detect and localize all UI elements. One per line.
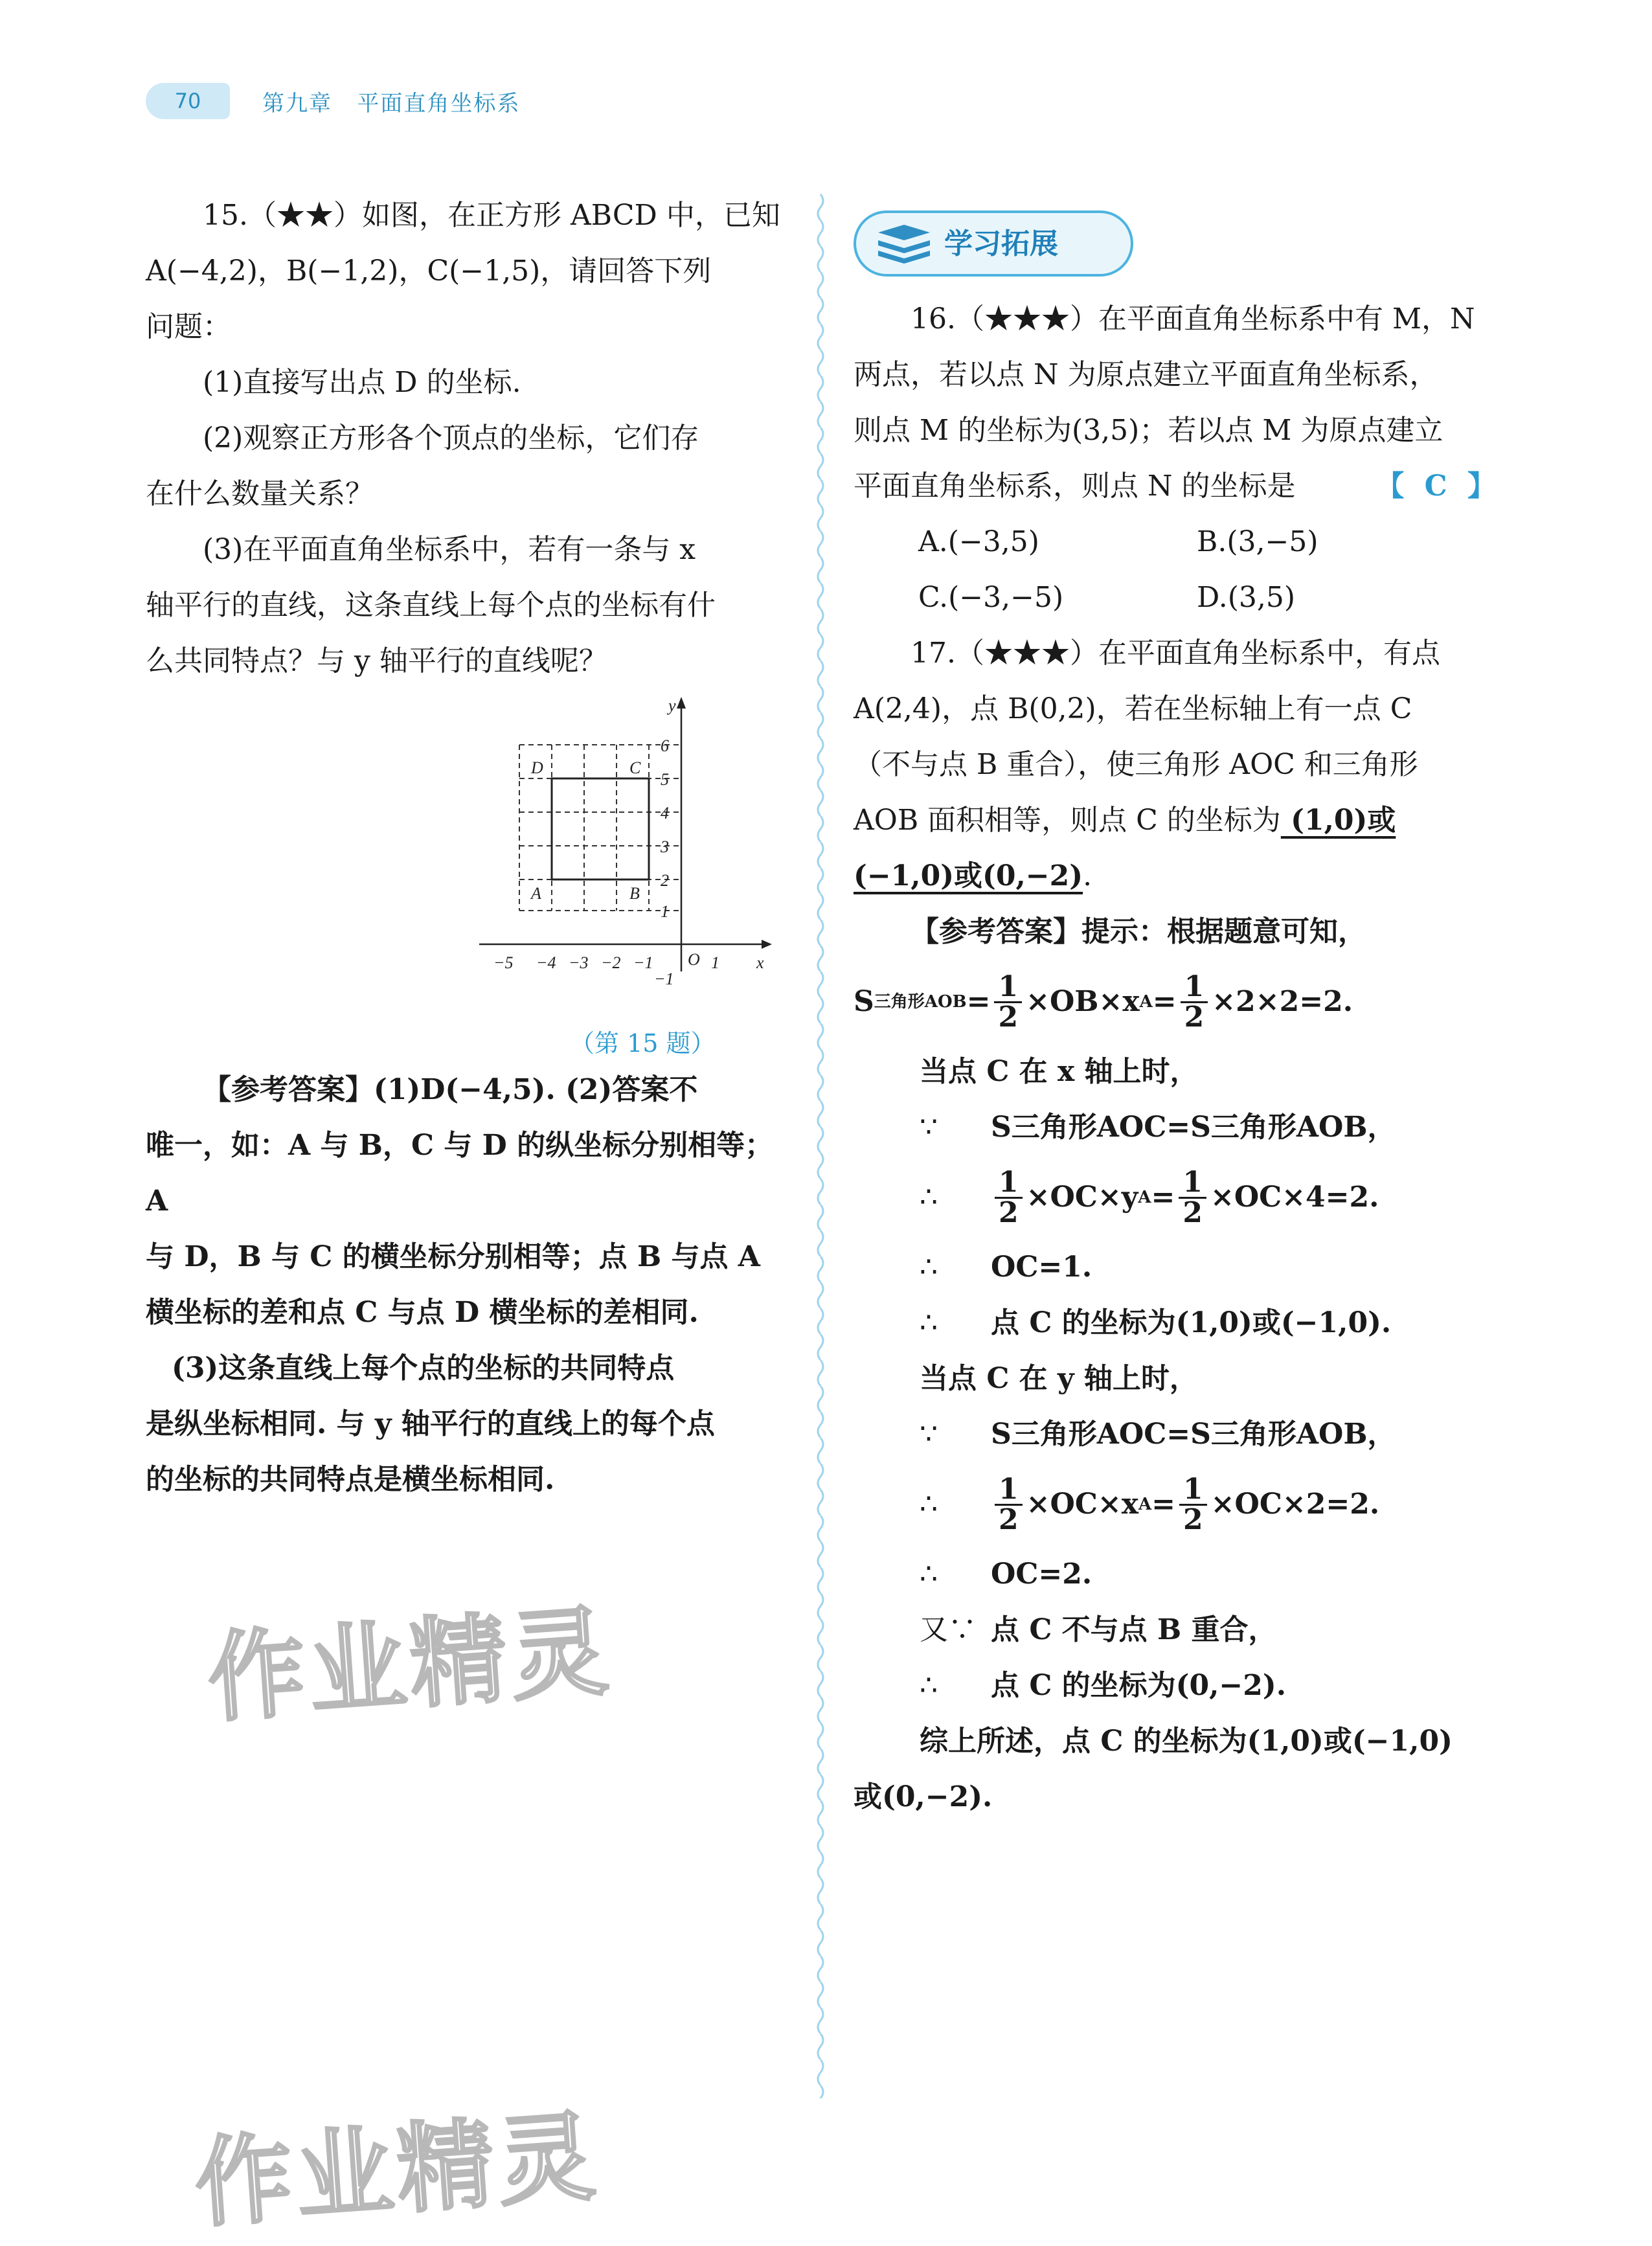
q16-answer: 【 C 】 (1375, 470, 1501, 503)
q15-line3: 问题： (146, 310, 231, 343)
x-tick: −2 (601, 953, 621, 972)
q15-part3b: 轴平行的直线，这条直线上每个点的坐标有什 (146, 589, 716, 622)
y-tick: 6 (661, 736, 669, 755)
point-d-label: D (531, 758, 543, 777)
case-1: 当点 C 在 x 轴上时， (920, 1055, 1199, 1088)
q15-part2a: (2)观察正方形各个顶点的坐标，它们存 (203, 422, 699, 455)
q17-line1: 17.（★★★）在平面直角坐标系中，有点 (911, 637, 1440, 670)
q17-line3: （不与点 B 重合），使三角形 AOC 和三角形 (854, 748, 1418, 781)
answer-line: (3)这条直线上每个点的坐标的共同特点 (172, 1352, 675, 1385)
q15-answer (146, 1062, 784, 1508)
q16-line3: 则点 M 的坐标为(3,5)；若以点 M 为原点建立 (854, 414, 1443, 447)
q17-end: . (1083, 859, 1092, 892)
answer-line: 是纵坐标相同. 与 y 轴平行的直线上的每个点 (146, 1407, 715, 1440)
y-tick: 5 (661, 770, 669, 789)
answer-line: 横坐标的差和点 C 与点 D 横坐标的差相同. (146, 1296, 699, 1329)
x-tick: −5 (493, 953, 514, 972)
y-tick: 3 (661, 837, 669, 856)
c-result-1: 点 C 的坐标为(1,0)或(−1,0). (991, 1306, 1392, 1339)
y-tick: 4 (661, 804, 669, 822)
q15-part3a: (3)在平面直角坐标系中，若有一条与 x (203, 533, 696, 566)
point-c-label: C (629, 758, 641, 777)
q17-line2: A(2,4)，点 B(0,2)，若在坐标轴上有一点 C (854, 692, 1412, 725)
solution-intro: 【参考答案】提示：根据题意可知， (911, 915, 1366, 948)
q15-part1: (1)直接写出点 D 的坐标. (203, 366, 521, 399)
point-b-label: B (629, 884, 640, 903)
summary-2: 或(0,−2). (854, 1780, 993, 1813)
answer-line: 【参考答案】(1)D(−4,5). (2)答案不 (203, 1073, 698, 1106)
point-a-label: A (531, 884, 541, 903)
q15-line2: A(−4,2)，B(−1,2)，C(−1,5)，请回答下列 (146, 255, 712, 288)
figure-caption: （第 15 题） (570, 1029, 716, 1058)
y-tick: 1 (661, 902, 669, 921)
option-b: B.(3,−5) (1197, 525, 1318, 558)
coordinate-figure (479, 693, 784, 988)
x-tick: −3 (569, 953, 589, 972)
watermark: 作业精灵 (204, 1595, 616, 1736)
equation-case2: ∴ $\frac{1}{2}$ ×OC×x A = $\frac{1}{2}$ ×OC×2=2. (920, 1472, 1380, 1536)
equation-aob: S 三角形AOB = $\frac{1}{2}$ ×OB×x A = $\frac{1}{2}$ ×2×2=2. (854, 970, 1353, 1034)
origin-label: O (688, 950, 700, 969)
x-axis-label: x (756, 953, 764, 972)
option-d: D.(3,5) (1197, 581, 1296, 614)
q17-blank-2: (−1,0)或(0,−2) (854, 859, 1083, 892)
not-b: 点 C 不与点 B 重合， (991, 1613, 1277, 1646)
x-tick: −1 (633, 953, 653, 972)
answer-line: 的坐标的共同特点是横坐标相同. (146, 1463, 555, 1496)
q15-line1: 15.（★★）如图，在正方形 ABCD 中，已知 (203, 199, 780, 232)
q16-line1: 16.（★★★）在平面直角坐标系中有 M，N (911, 302, 1475, 335)
q15-part2b: 在什么数量关系？ (146, 477, 374, 510)
case-2: 当点 C 在 y 轴上时， (920, 1362, 1198, 1395)
answer-line: 与 D，B 与 C 的横坐标分别相等；点 B 与点 A (146, 1240, 760, 1273)
oc-equals-1: OC=1. (991, 1251, 1092, 1284)
section-banner (854, 210, 1133, 277)
right-column: 16.（★★★）在平面直角坐标系中有 M，N 两点，若以点 N 为原点建立平面直角坐标系， 则点 M 的坐标为(3,5)；若以点 M 为原点建立 平面直角坐标系，则点 N 的坐标是 【 C 】 A.(−3,5) B.(3,−5) C.(−3,−5) D.(3,5) 17.（★★★）在平面直角坐标系中，有点 A(2,4)，点 B(0,2)，若在坐标轴上有一点 C （不与点 B 重合），使三角形 AOC 和三角形 AOB 面积相等，则点 C 的坐标为 (1,0)或 (−1,0)或(0,−2). 【参考答案】提示：根据题意可知， S 三角形AOB = $\frac{1}{2}$ ×OB×x A = $\frac{1}{2}$ ×2×2=2. 当点 C 在 x 轴上时， ∵ S三角形AOC=S三角形AOB， ∴ $\frac{1}{2}$ ×OC×y A = $\frac{1}{2}$ ×OC×4=2. ∴ OC=1. ∴ 点 C 的坐标为(1,0)或(−1,0). 当点 C 在 y 轴上时， ∵ S三角形AOC=S三角形AOB， ∴ $\frac{1}{2}$ ×OC×x A = $\frac{1}{2}$ ×OC×2=2. ∴ OC=2. 又∵ 点 C 不与点 B 重合， ∴ 点 C 的坐标为(0,−2). 综上所述，点 C 的坐标为(1,0)或(−1,0) 或(0,−2). (854, 291, 1501, 1825)
left-column (146, 188, 784, 689)
watermark: 作业精灵 (191, 2100, 603, 2241)
y-tick: −1 (654, 970, 674, 988)
c-result-2: 点 C 的坐标为(0,−2). (991, 1669, 1287, 1702)
banner-title: 学习拓展 (944, 227, 1058, 260)
equation-case1: ∴ $\frac{1}{2}$ ×OC×y A = $\frac{1}{2}$ ×OC×4=2. (920, 1165, 1379, 1229)
q17-blank-1: (1,0)或 (1280, 804, 1396, 837)
q17-line4: AOB 面积相等，则点 C 的坐标为 (854, 804, 1281, 837)
equal-areas-2: S三角形AOC=S三角形AOB， (991, 1418, 1396, 1451)
equal-areas: S三角形AOC=S三角形AOB， (991, 1111, 1396, 1144)
option-c: C.(−3,−5) (918, 581, 1064, 614)
option-a: A.(−3,5) (918, 525, 1039, 558)
chapter-title: 第九章 平面直角坐标系 (262, 90, 521, 117)
answer-line: 唯一，如：A 与 B，C 与 D 的纵坐标分别相等；A (146, 1129, 774, 1218)
page-number: 70 (146, 83, 230, 119)
summary-1: 综上所述，点 C 的坐标为(1,0)或(−1,0) (920, 1725, 1453, 1758)
y-axis-label: y (668, 696, 676, 715)
x-tick: −4 (536, 953, 556, 972)
page-header (146, 83, 520, 119)
column-divider (813, 194, 828, 2098)
q15-part3c: 么共同特点？与 y 轴平行的直线呢？ (146, 644, 607, 677)
oc-equals-2: OC=2. (991, 1558, 1092, 1591)
y-tick: 2 (661, 871, 669, 890)
x-tick: 1 (711, 953, 719, 972)
q16-line4: 平面直角坐标系，则点 N 的坐标是 (854, 470, 1296, 503)
q16-line2: 两点，若以点 N 为原点建立平面直角坐标系， (854, 358, 1438, 391)
